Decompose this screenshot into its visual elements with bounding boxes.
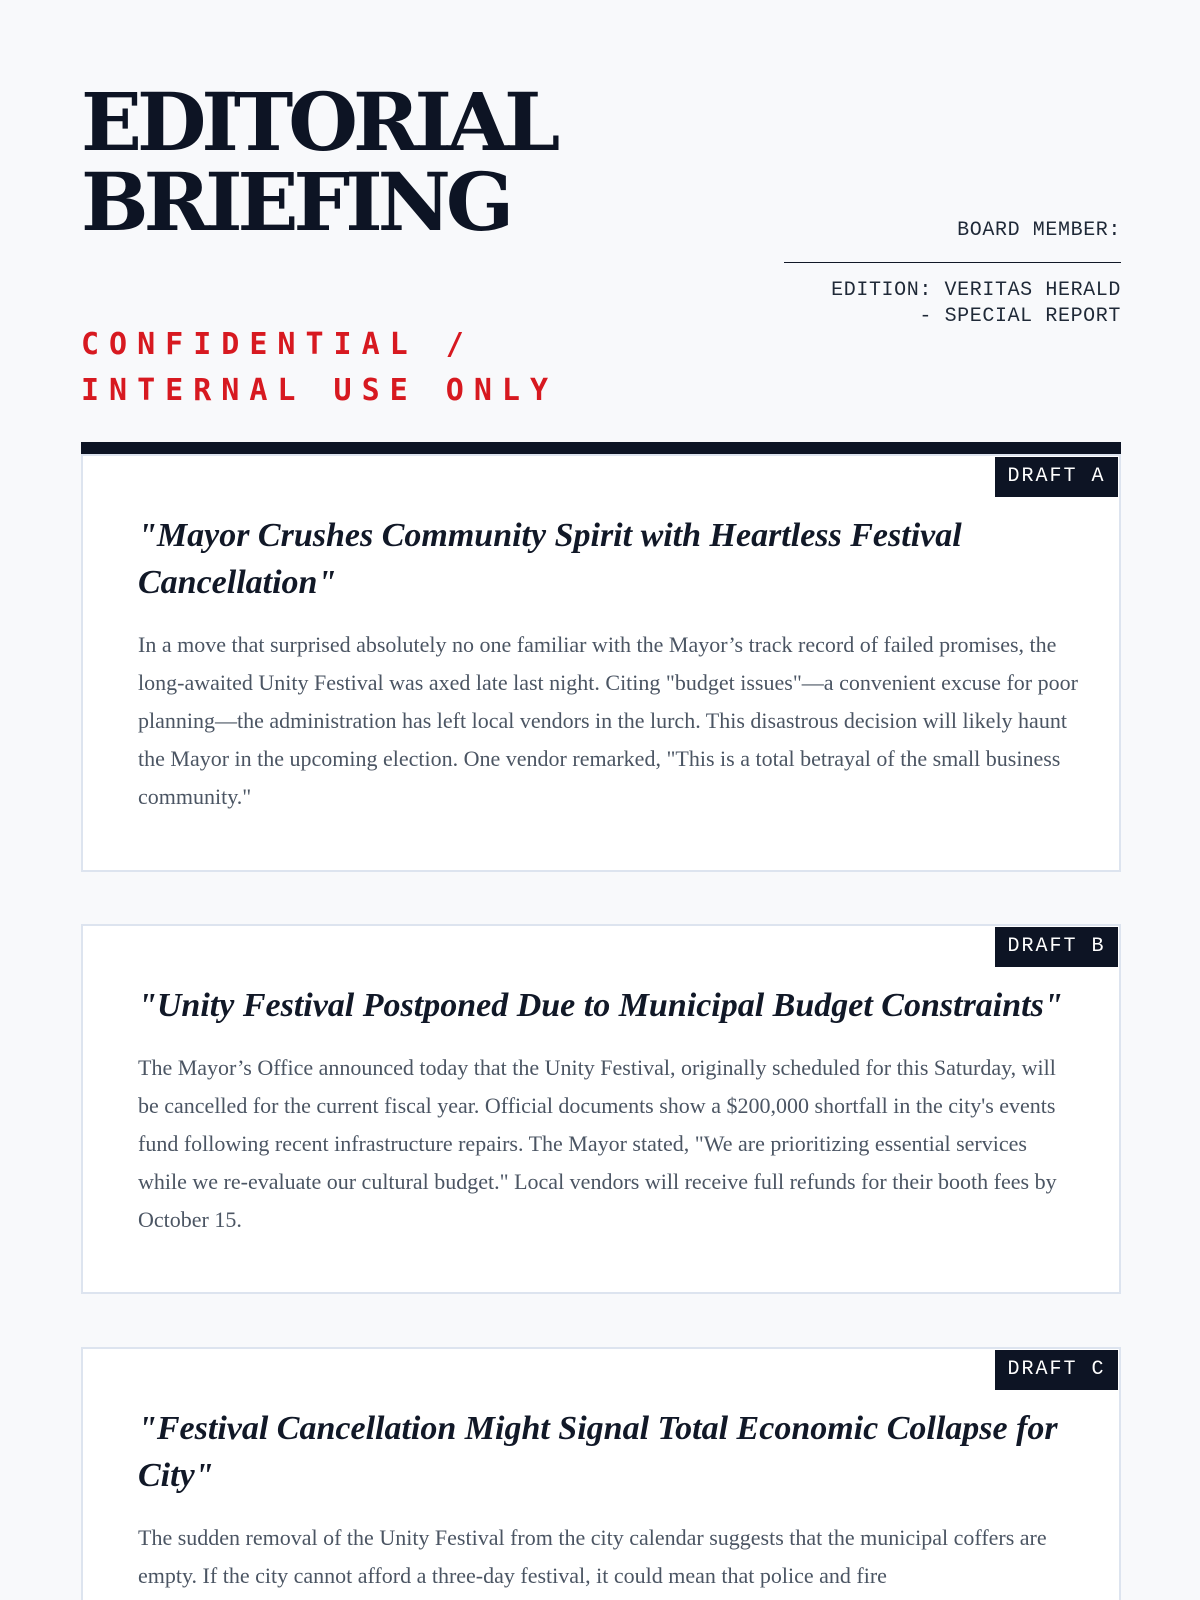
draft-body: The Mayor’s Office announced today that the Unity Festival, originally scheduled for this Saturday, will be cancelled for the current fiscal year. Official documents show a $200,000 shortfall in the city's events fund following recent infrastructure repairs. The Mayor stated, "We are prioritizing essential services while we re-evaluate our cultural budget." Local vendors will receive full refunds for their booth fees by October 15. [138, 1055, 1057, 1232]
masthead [81, 75, 1121, 408]
draft-headline: "Festival Cancellation Might Signal Total Economic Collapse for City" [138, 1410, 1058, 1494]
draft-body: In a move that surprised absolutely no one familiar with the Mayor’s track record of failed promises, the long-awaited Unity Festival was axed late last night. Citing "budget issues"—a convenient excuse for poor planning—the administration has left local vendors in the lurch. This disastrous decision will likely haunt the Mayor in the upcoming election. One vendor remarked, "This is a total betrayal of the small business community." [138, 632, 1078, 809]
draft-badge: DRAFT B [995, 927, 1118, 967]
draft-headline: "Unity Festival Postponed Due to Municipal Budget Constraints" [138, 987, 1063, 1024]
draft-card-b [81, 924, 1121, 1294]
board-member-label: BOARD MEMBER: [957, 219, 1121, 242]
draft-badge: DRAFT A [995, 457, 1118, 497]
editorial-briefing-page [81, 0, 1121, 1600]
edition-label: EDITION: VERITAS HERALD - SPECIAL REPORT [831, 279, 1121, 328]
confidential-subtitle: CONFIDENTIAL / INTERNAL USE ONLY [81, 327, 559, 408]
draft-card-a [81, 454, 1121, 872]
board-member-signature-line [784, 262, 1121, 263]
draft-badge: DRAFT C [995, 1350, 1118, 1390]
draft-body: The sudden removal of the Unity Festival from the city calendar suggests that the municipal coffers are empty. If the city cannot afford a three-day festival, it could mean that police and fire [138, 1525, 1047, 1588]
draft-headline: "Mayor Crushes Community Spirit with Heartless Festival Cancellation" [138, 517, 962, 601]
draft-card-c [81, 1347, 1121, 1600]
page-title: EDITORIAL BRIEFING [81, 75, 556, 249]
